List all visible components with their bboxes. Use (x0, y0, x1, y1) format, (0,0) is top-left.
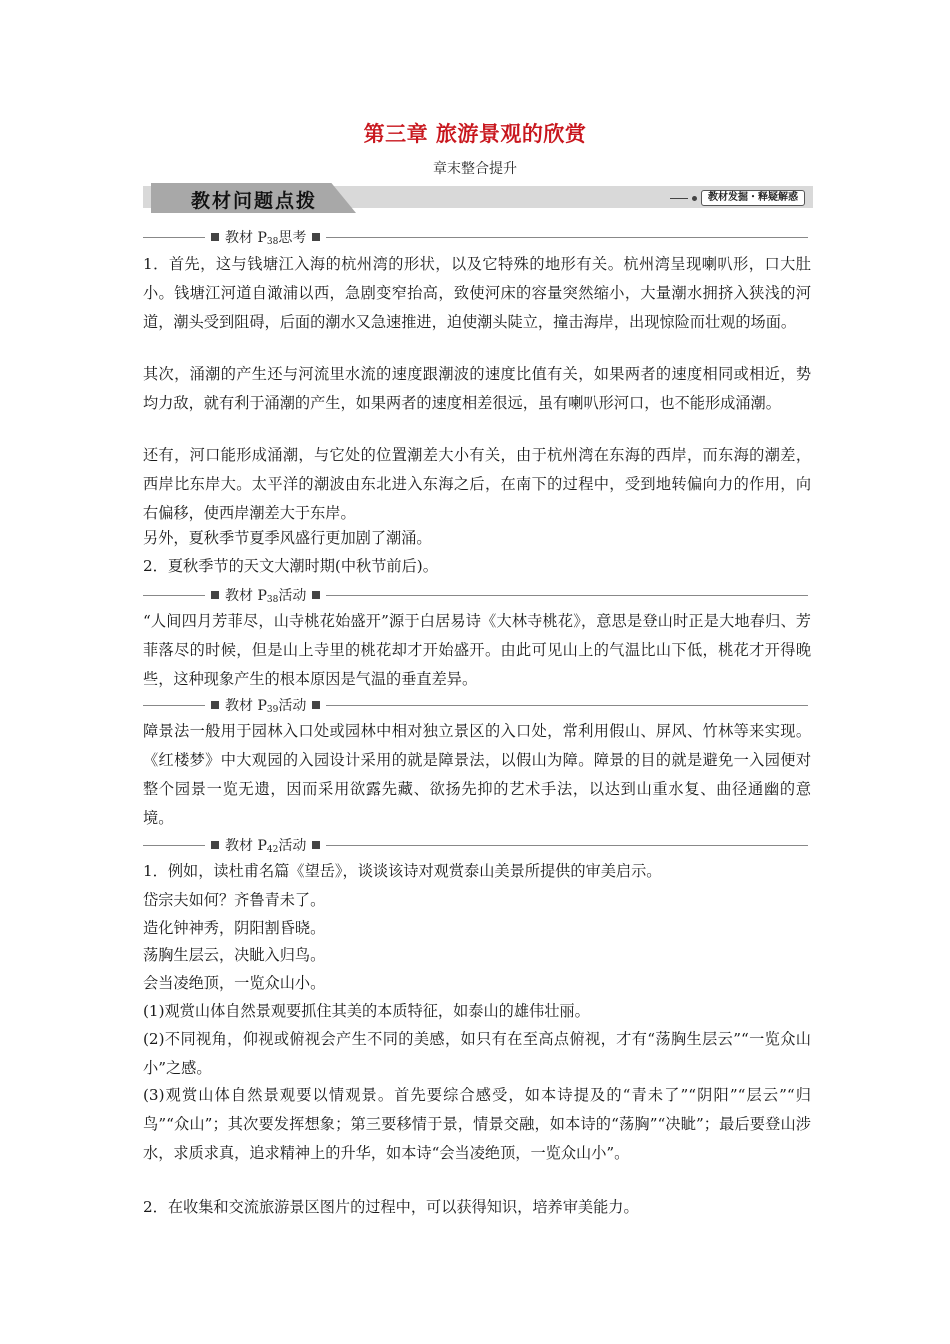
chapter-subtitle: 章末整合提升 (433, 161, 517, 177)
paragraph: 另外，夏秋季节夏季风盛行更加剧了潮涌。 (143, 529, 432, 547)
square-bullet-icon (211, 591, 219, 599)
heading-rule (143, 845, 205, 846)
tag-dot-icon (692, 196, 697, 201)
poem-line: 荡胸生层云，决眦入归鸟。 (143, 946, 326, 964)
square-bullet-icon (312, 841, 320, 849)
poem-line: 会当凌绝顶，一览众山小。 (143, 974, 326, 992)
square-bullet-icon (312, 233, 320, 241)
paragraph: 障景法一般用于园林入口处或园林中相对独立景区的入口处，常利用假山、屏风、竹林等来实现。《红楼梦》中大观园的入园设计采用的就是障景法，以假山为障。障景的目的就是避免一入园便对整个园景一览无遗，因而采用欲露先藏、欲扬先抑的艺术手法，以达到山重水复、曲径通幽的意境。 (143, 722, 811, 827)
square-bullet-icon (211, 701, 219, 709)
banner-right-label: 教材发掘・释疑解惑 (701, 190, 805, 206)
paragraph: 2．在收集和交流旅游景区图片的过程中，可以获得知识，培养审美能力。 (143, 1198, 639, 1216)
heading-label: 教材 $P_{39}$活动 (225, 698, 307, 715)
paragraph: 其次，涌潮的产生还与河流里水流的速度跟潮波的速度比值有关，如果两者的速度相同或相近，势均力敌，就有利于涌潮的产生，如果两者的速度相差很远，虽有喇叭形河口，也不能形成涌潮。 (143, 365, 811, 412)
poem-line: 岱宗夫如何？齐鲁青未了。 (143, 891, 326, 909)
paragraph: (2)不同视角，仰视或俯视会产生不同的美感，如只有在至高点俯视，才有“荡胸生层云”“一览众山小”之感。 (143, 1030, 811, 1077)
banner-label: 教材问题点拨 (191, 190, 318, 212)
square-bullet-icon (211, 841, 219, 849)
heading-label: 教材 $P_{38}$活动 (225, 588, 307, 605)
heading-rule (326, 845, 808, 846)
square-bullet-icon (312, 701, 320, 709)
heading-rule (143, 595, 205, 596)
paragraph: 1．例如，读杜甫名篇《望岳》，谈谈该诗对观赏泰山美景所提供的审美启示。 (143, 862, 662, 880)
heading-rule (326, 705, 808, 706)
section-heading (143, 695, 808, 715)
square-bullet-icon (312, 591, 320, 599)
paragraph: (1)观赏山体自然景观要抓住其美的本质特征，如泰山的雄伟壮丽。 (143, 1002, 590, 1020)
paragraph: 还有，河口能形成涌潮，与它处的位置潮差大小有关，由于杭州湾在东海的西岸，而东海的潮差，西岸比东岸大。太平洋的潮波由东北进入东海之后，在南下的过程中，受到地转偏向力的作用，向右偏移，使西岸潮差大于东岸。 (143, 446, 811, 522)
banner-right-tag (670, 190, 805, 206)
paragraph: 2．夏秋季节的天文大潮时期(中秋节前后)。 (143, 557, 438, 575)
tag-line-decoration (670, 198, 688, 199)
heading-label: 教材 $P_{38}$思考 (225, 230, 307, 247)
heading-rule (143, 705, 205, 706)
paragraph: “人间四月芳菲尽，山寺桃花始盛开”源于白居易诗《大林寺桃花》，意思是登山时正是大地春归、芳菲落尽的时候，但是山上寺里的桃花却才开始盛开。由此可见山上的气温比山下低，桃花才开得晚些，这种现象产生的根本原因是气温的垂直差异。 (143, 612, 811, 688)
chapter-title: 第三章 旅游景观的欣赏 (363, 122, 587, 146)
heading-rule (326, 595, 808, 596)
paragraph: 1．首先，这与钱塘江入海的杭州湾的形状，以及它特殊的地形有关。杭州湾呈现喇叭形，口大肚小。钱塘江河道自澉浦以西，急剧变窄抬高，致使河床的容量突然缩小，大量潮水拥挤入狭浅的河道，潮头受到阻碍，后面的潮水又急速推进，迫使潮头陡立，撞击海岸，出现惊险而壮观的场面。 (143, 255, 811, 331)
heading-rule (143, 237, 205, 238)
heading-label: 教材 $P_{42}$活动 (225, 838, 307, 855)
heading-rule (326, 237, 808, 238)
section-banner (143, 183, 813, 215)
square-bullet-icon (211, 233, 219, 241)
section-heading (143, 835, 808, 855)
section-heading (143, 227, 808, 247)
poem-line: 造化钟神秀，阴阳割昏晓。 (143, 919, 326, 937)
section-heading (143, 585, 808, 605)
paragraph: (3)观赏山体自然景观要以情观景。首先要综合感受，如本诗提及的“青未了”“阴阳”“层云”“归鸟”“众山”；其次要发挥想象；第三要移情于景，情景交融，如本诗的“荡胸”“决眦”；最后要登山涉水，求质求真，追求精神上的升华，如本诗“会当凌绝顶，一览众山小”。 (143, 1086, 811, 1162)
